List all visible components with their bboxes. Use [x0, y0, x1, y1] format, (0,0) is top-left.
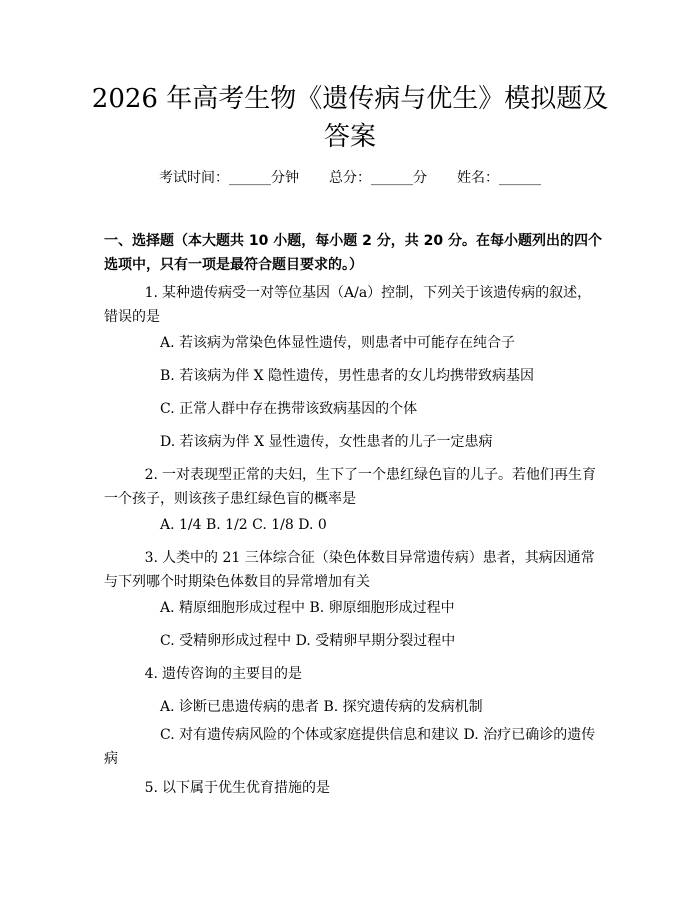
- question-2: [104, 463, 604, 511]
- question-4: [104, 662, 604, 686]
- question-3: [104, 546, 604, 594]
- exam-time: 考试时间：______分钟: [159, 170, 299, 186]
- exam-total-score: 总分：______分: [329, 170, 427, 186]
- question-stem: 人类中的 21 三体综合征（染色体数目异常遗传病）患者，其病因通常与下列哪个时期染色体数目的异常增加有关: [104, 550, 595, 590]
- title-line-1: 2026 年高考生物《遗传病与优生》模拟题及: [91, 84, 609, 114]
- question-stem: 一对表现型正常的夫妇，生下了一个患红绿色盲的儿子。若他们再生育一个孩子，则该孩子患红绿色盲的概率是: [104, 467, 596, 507]
- question-stem: 某种遗传病受一对等位基因（A/a）控制，下列关于该遗传病的叙述，错误的是: [104, 285, 592, 325]
- exam-meta: [0, 168, 700, 188]
- question-stem: 遗传咨询的主要目的是: [162, 666, 302, 682]
- question-1-option-d: D. 若该病为伴 X 显性遗传，女性患者的儿子一定患病: [160, 434, 493, 450]
- exam-name-field: 姓名：______: [457, 170, 541, 186]
- question-4-options-ab: A. 诊断已患遗传病的患者 B. 探究遗传病的发病机制: [160, 699, 483, 715]
- section-heading: 一、选择题（本大题共 10 小题，每小题 2 分，共 20 分。在每小题列出的四个选项中，只有一项是最符合题目要求的。）: [104, 233, 602, 273]
- question-2-options: A. 1/4 B. 1/2 C. 1/8 D. 0: [160, 517, 327, 533]
- question-3-options-cd: C. 受精卵形成过程中 D. 受精卵早期分裂过程中: [160, 633, 456, 649]
- title-line-2: 答案: [323, 122, 376, 152]
- question-number: 5.: [144, 780, 158, 796]
- question-1-option-a: A. 若该病为常染色体显性遗传，则患者中可能存在纯合子: [160, 335, 516, 351]
- question-1-option-c: C. 正常人群中存在携带该致病基因的个体: [160, 401, 418, 417]
- question-3-options-ab: A. 精原细胞形成过程中 B. 卵原细胞形成过程中: [160, 600, 455, 616]
- question-number: 2.: [144, 467, 158, 483]
- question-5: [104, 776, 604, 800]
- question-1-option-b: B. 若该病为伴 X 隐性遗传，男性患者的女儿均携带致病基因: [160, 368, 535, 384]
- question-stem: 以下属于优生优育措施的是: [162, 780, 330, 796]
- question-number: 1.: [144, 285, 158, 301]
- question-number: 3.: [144, 550, 158, 566]
- question-number: 4.: [144, 666, 158, 682]
- question-1: [104, 281, 604, 329]
- question-4-options-cd: C. 对有遗传病风险的个体或家庭提供信息和建议 D. 治疗已确诊的遗传病: [104, 727, 596, 767]
- page-title: [90, 80, 610, 156]
